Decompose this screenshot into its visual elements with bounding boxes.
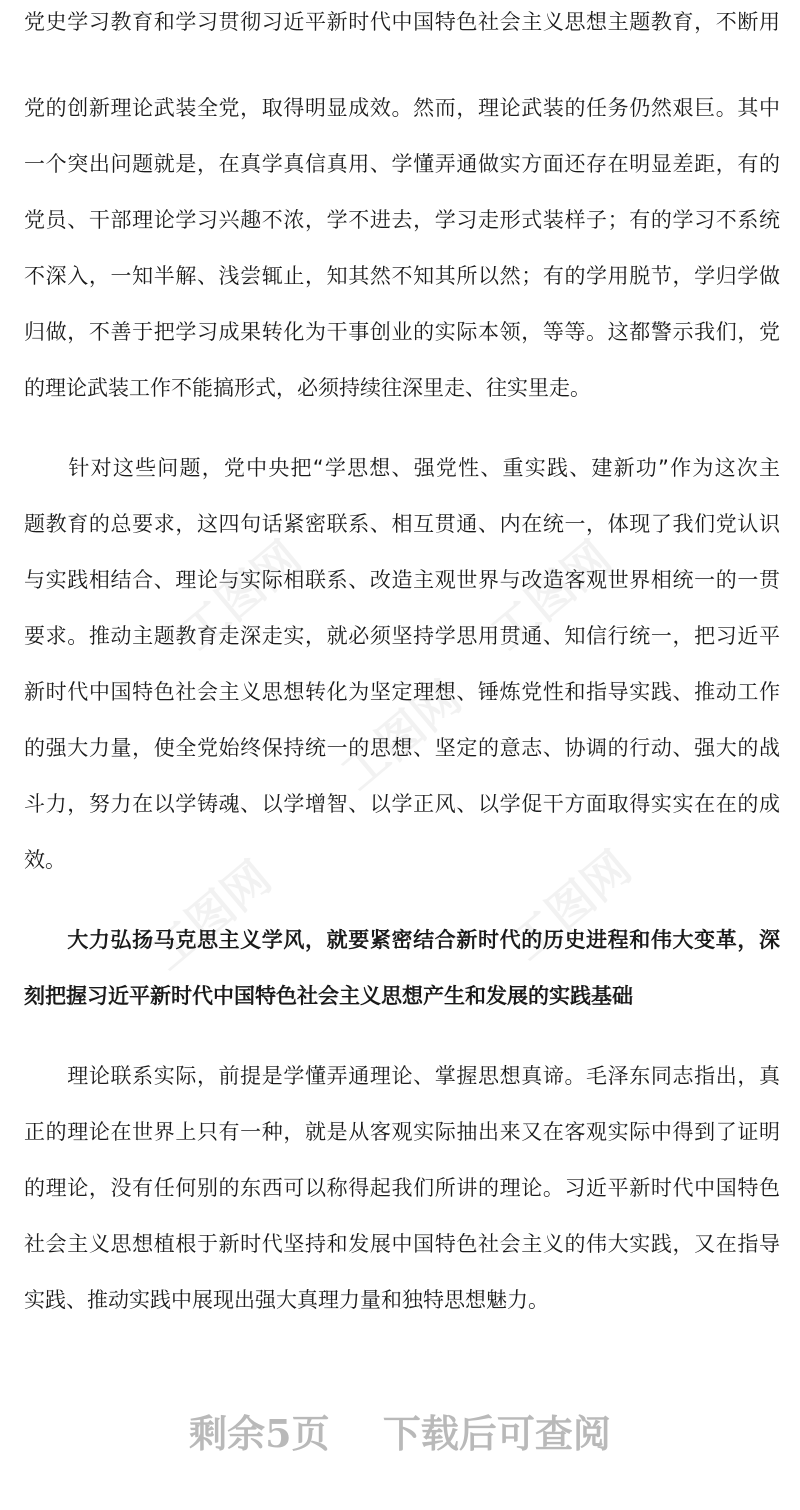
section-heading-line-1: 大力弘扬马克思主义学风，就要紧密结合新时代的历史进程和伟大变革，深 xyxy=(24,928,780,952)
watermark-logo: 工图网 xyxy=(330,670,472,801)
remaining-pages-label: 剩余5页 xyxy=(189,1411,330,1456)
paragraph-2-line-2: 题教育的总要求，这四句话紧密联系、相互贯通、内在统一，体现了我们党认识 xyxy=(24,512,780,536)
section-heading-line-2: 刻把握习近平新时代中国特色社会主义思想产生和发展的实践基础 xyxy=(24,984,633,1008)
watermark-logo: 工图网 xyxy=(170,530,312,661)
paragraph-1-line-2: 党的创新理论武装全党，取得明显成效。然而，理论武装的任务仍然艰巨。其中 xyxy=(24,96,780,120)
paragraph-4-line-1: 理论联系实际，前提是学懂弄通理论、掌握思想真谛。毛泽东同志指出，真 xyxy=(24,1064,780,1088)
paragraph-2-line-4: 要求。推动主题教育走深走实，就必须坚持学思用贯通、知信行统一，把习近平 xyxy=(24,624,780,648)
paragraph-2-line-5: 新时代中国特色社会主义思想转化为坚定理想、锤炼党性和指导实践、推动工作 xyxy=(24,680,780,704)
download-to-view-link[interactable]: 下载后可查阅 xyxy=(382,1411,611,1456)
paragraph-2-line-1: 针对这些问题，党中央把“学思想、强党性、重实践、建新功”作为这次主 xyxy=(24,456,780,480)
paragraph-1-line-7: 的理论武装工作不能搞形式，必须持续往深里走、往实里走。 xyxy=(24,376,591,400)
watermark-logo: 工图网 xyxy=(140,850,282,981)
paragraph-2-line-3: 与实践相结合、理论与实际相联系、改造主观世界与改造客观世界相统一的一贯 xyxy=(24,568,780,592)
paragraph-4-line-5: 实践、推动实践中展现出强大真理力量和独特思想魅力。 xyxy=(24,1288,549,1312)
paragraph-2-line-7: 斗力，努力在以学铸魂、以学增智、以学正风、以学促干方面取得实实在在的成 xyxy=(24,792,780,816)
download-prompt[interactable] xyxy=(0,1408,800,1460)
paragraph-4-line-2: 正的理论在世界上只有一种，就是从客观实际抽出来又在客观实际中得到了证明 xyxy=(24,1120,780,1144)
paragraph-4-line-3: 的理论，没有任何别的东西可以称得起我们所讲的理论。习近平新时代中国特色 xyxy=(24,1176,780,1200)
watermark-logo: 工图网 xyxy=(480,530,622,661)
paragraph-1-line-4: 党员、干部理论学习兴趣不浓，学不进去，学习走形式装样子；有的学习不系统 xyxy=(24,208,780,232)
watermark-logo: 工图网 xyxy=(500,840,642,971)
paragraph-2-line-8: 效。 xyxy=(24,848,66,872)
paragraph-4-line-4: 社会主义思想植根于新时代坚持和发展中国特色社会主义的伟大实践，又在指导 xyxy=(24,1232,780,1256)
paragraph-1-line-1: 党史学习教育和学习贯彻习近平新时代中国特色社会主义思想主题教育，不断用 xyxy=(24,10,780,34)
paragraph-1-line-5: 不深入，一知半解、浅尝辄止，知其然不知其所以然；有的学用脱节，学归学做 xyxy=(24,264,780,288)
paragraph-2-line-6: 的强大力量，使全党始终保持统一的思想、坚定的意志、协调的行动、强大的战 xyxy=(24,736,780,760)
paragraph-1-line-6: 归做，不善于把学习成果转化为干事创业的实际本领，等等。这都警示我们，党 xyxy=(24,320,780,344)
paragraph-1-line-3: 一个突出问题就是，在真学真信真用、学懂弄通做实方面还存在明显差距，有的 xyxy=(24,152,780,176)
